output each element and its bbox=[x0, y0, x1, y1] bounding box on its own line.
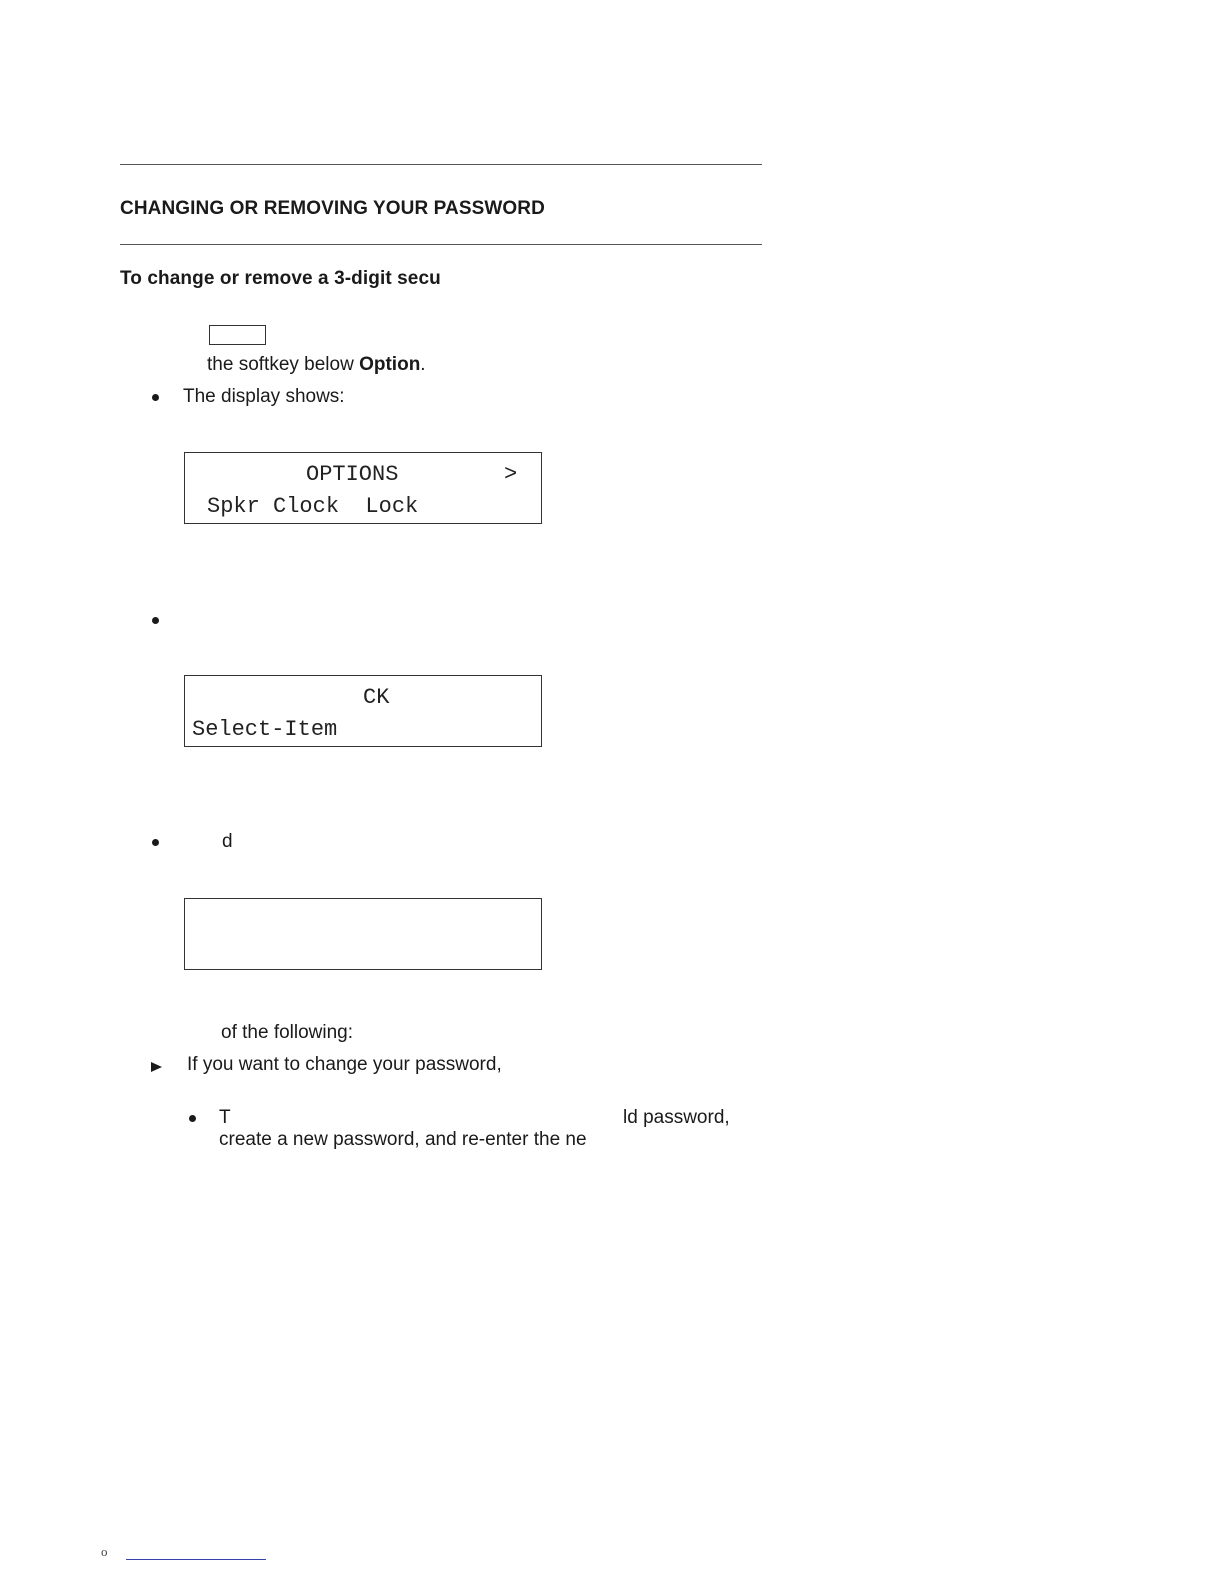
lcd-display-blank bbox=[184, 898, 542, 970]
sub-bullet-line1-right: ld password, bbox=[623, 1107, 730, 1128]
bullet-display-shows: The display shows: bbox=[183, 386, 345, 407]
lcd-display-options bbox=[184, 452, 542, 524]
footer-link-underline bbox=[126, 1559, 266, 1560]
bullet-dot-icon bbox=[189, 1115, 196, 1122]
lcd-line2-prompt: Select-Item bbox=[192, 717, 338, 742]
step-choose-following: of the following: bbox=[221, 1022, 354, 1043]
top-rule bbox=[120, 164, 762, 165]
lcd-display-lock bbox=[184, 675, 542, 747]
page-number: o bbox=[101, 1544, 108, 1559]
section-subtitle: To change or remove a 3-digit secu bbox=[120, 268, 441, 289]
step-softkey-suffix: . bbox=[420, 354, 426, 375]
lcd-line1-title: CK bbox=[363, 685, 390, 710]
step-softkey-text bbox=[207, 354, 426, 376]
bullet-dot-icon bbox=[152, 617, 159, 624]
section-title: CHANGING OR REMOVING YOUR PASSWORD bbox=[120, 198, 545, 219]
lcd-line1-title: OPTIONS bbox=[306, 462, 399, 487]
step-softkey-prefix: the softkey below bbox=[207, 354, 360, 375]
triangle-right-icon bbox=[151, 1062, 162, 1072]
bullet-third: d bbox=[222, 831, 233, 852]
option-change-password: If you want to change your password, bbox=[187, 1054, 502, 1075]
bullet-dot-icon bbox=[152, 394, 159, 401]
softkey-keycap-icon bbox=[209, 325, 266, 345]
step-softkey-bold: Option bbox=[359, 354, 421, 375]
heading-rule bbox=[120, 244, 762, 245]
lcd-line1-arrow: > bbox=[504, 462, 518, 487]
sub-bullet-line2: create a new password, and re-enter the ne bbox=[219, 1129, 587, 1150]
bullet-dot-icon bbox=[152, 839, 159, 846]
sub-bullet-line1-left: T bbox=[219, 1107, 231, 1128]
lcd-line2-softkeys: Spkr Clock Lock bbox=[207, 494, 419, 519]
